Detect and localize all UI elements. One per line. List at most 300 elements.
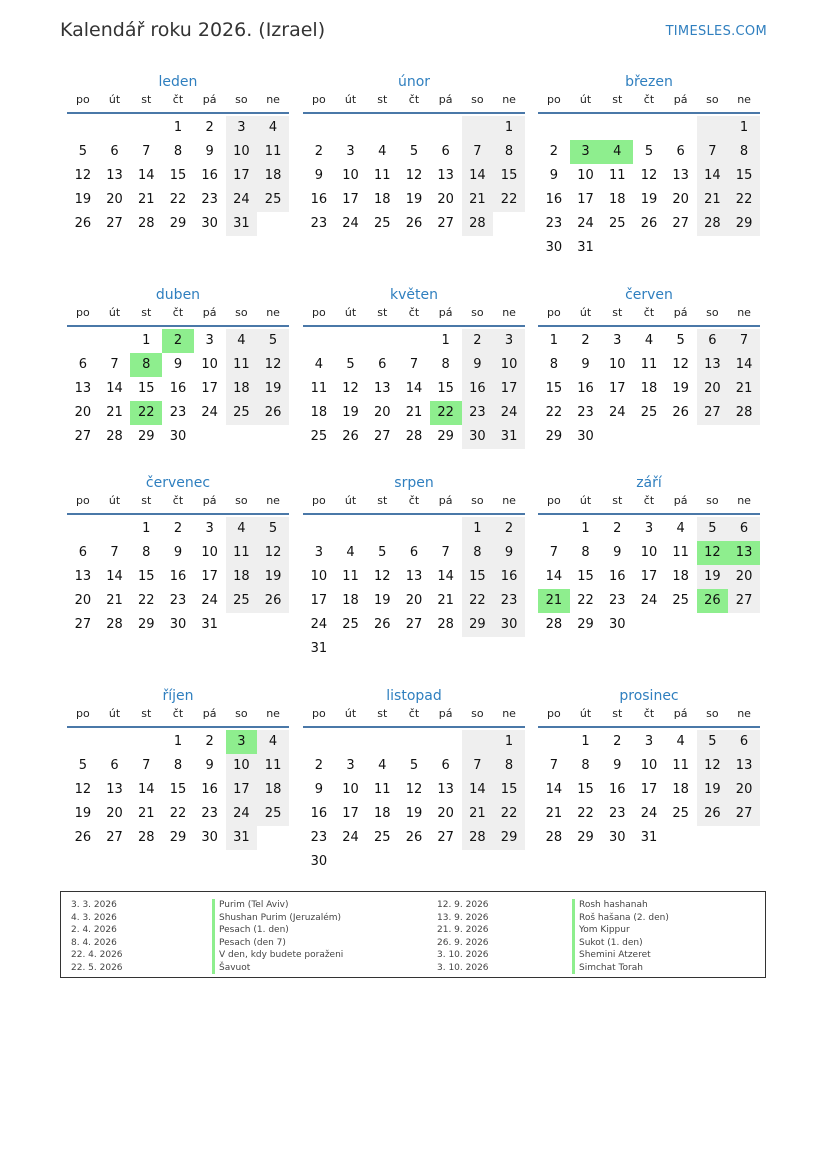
day-cell: 11 [310, 381, 328, 396]
day-cell: 15 [577, 782, 594, 797]
empty-cell [366, 116, 398, 140]
day-grid [538, 329, 760, 449]
day-cell: 29 [137, 429, 155, 444]
day-cell: 1 [581, 734, 590, 749]
month-name: listopad [386, 688, 442, 704]
day-cell: 27 [697, 401, 729, 425]
day-cell: 30 [169, 429, 187, 444]
month-3 [538, 72, 760, 260]
day-cell: 29 [169, 216, 187, 231]
day-cell: 1 [493, 730, 525, 754]
weekday-label: čt [172, 93, 184, 106]
day-cell: 29 [437, 429, 454, 444]
day-cell: 19 [257, 377, 289, 401]
legend-date: 22. 4. 2026 [71, 950, 123, 960]
day-cell: 26 [74, 830, 92, 845]
day-cell: 22 [462, 589, 494, 613]
day-cell: 9 [613, 545, 622, 560]
weekday-label: so [471, 494, 484, 507]
day-cell: 6 [78, 357, 87, 372]
weekday-label: čt [408, 93, 420, 106]
legend-holiday-name: Rosh hashanah [572, 899, 669, 912]
page-title: Kalendář roku 2026. (Izrael) [60, 19, 326, 41]
weekday-label: so [235, 306, 248, 319]
month-name: říjen [162, 688, 194, 704]
weekday-label: ne [737, 306, 751, 319]
weekday-label: po [546, 494, 561, 507]
day-cell: 16 [608, 569, 626, 584]
month-11 [303, 686, 525, 874]
day-cell: 5 [346, 357, 355, 372]
empty-cell [366, 329, 398, 353]
day-cell: 20 [106, 192, 123, 207]
day-cell: 18 [608, 192, 626, 207]
day-cell: 27 [373, 429, 391, 444]
empty-cell [67, 329, 99, 353]
empty-cell [398, 517, 430, 541]
day-cell: 29 [545, 429, 563, 444]
day-cell: 7 [728, 329, 760, 353]
day-cell: 15 [169, 782, 187, 797]
day-cell: 16 [608, 782, 626, 797]
day-cell: 9 [205, 758, 214, 773]
day-cell: 11 [672, 758, 689, 773]
day-cell: 25 [640, 405, 658, 420]
day-cell: 19 [257, 565, 289, 589]
day-cell: 21 [437, 593, 454, 608]
empty-cell [366, 730, 398, 754]
legend-date: 3. 10. 2026 [437, 950, 489, 960]
weekday-label: po [546, 707, 561, 720]
day-cell: 7 [142, 758, 151, 773]
legend-date: 2. 4. 2026 [71, 925, 117, 935]
day-cell: 17 [342, 806, 359, 821]
day-cell: 23 [310, 830, 328, 845]
day-cell: 1 [441, 333, 450, 348]
day-cell: 23 [201, 192, 218, 207]
day-cell: 1 [549, 333, 558, 348]
day-cell: 17 [608, 381, 626, 396]
day-cell: 11 [257, 754, 289, 778]
holiday-day-cell: 22 [430, 401, 462, 425]
day-cell: 9 [613, 758, 622, 773]
day-cell: 7 [462, 754, 494, 778]
day-cell: 28 [728, 401, 760, 425]
day-cell: 29 [728, 212, 760, 236]
day-cell: 26 [672, 405, 689, 420]
day-grid [67, 116, 289, 236]
day-cell: 20 [697, 377, 729, 401]
day-cell: 7 [110, 357, 119, 372]
day-cell: 14 [106, 381, 123, 396]
day-cell: 10 [226, 754, 258, 778]
weekday-label: pá [202, 93, 217, 106]
day-cell: 6 [728, 730, 760, 754]
weekday-label: st [141, 93, 152, 106]
day-cell: 30 [545, 240, 563, 255]
day-cell: 31 [640, 830, 658, 845]
day-cell: 10 [342, 168, 359, 183]
day-cell: 1 [173, 734, 183, 749]
day-cell: 26 [257, 589, 289, 613]
month-name: květen [390, 287, 438, 303]
empty-cell [99, 329, 131, 353]
day-cell: 28 [462, 826, 494, 850]
empty-cell [303, 517, 335, 541]
day-cell: 17 [640, 782, 658, 797]
day-cell: 19 [342, 405, 359, 420]
holiday-day-cell: 26 [697, 589, 729, 613]
day-cell: 28 [106, 429, 123, 444]
weekday-label: út [579, 707, 592, 720]
legend-left-names [212, 899, 343, 974]
day-cell: 29 [577, 617, 594, 632]
day-cell: 16 [577, 381, 594, 396]
day-cell: 3 [314, 545, 323, 560]
day-cell: 31 [226, 212, 258, 236]
day-cell: 21 [462, 802, 494, 826]
weekday-header [303, 305, 525, 327]
day-cell: 24 [201, 405, 218, 420]
day-cell: 2 [462, 329, 494, 353]
day-cell: 21 [697, 188, 729, 212]
weekday-header [67, 92, 289, 114]
legend-holiday-name: Roš hašana (2. den) [572, 912, 669, 925]
day-cell: 7 [549, 758, 558, 773]
day-cell: 10 [201, 357, 218, 372]
day-cell: 28 [545, 617, 563, 632]
day-cell: 6 [441, 758, 450, 773]
weekday-label: ne [266, 306, 280, 319]
day-cell: 7 [110, 545, 119, 560]
day-cell: 2 [549, 144, 558, 159]
day-cell: 14 [462, 778, 494, 802]
weekday-label: út [344, 306, 357, 319]
month-name: červenec [145, 475, 211, 491]
day-grid [538, 517, 760, 637]
empty-cell [398, 329, 430, 353]
day-cell: 24 [640, 806, 658, 821]
day-cell: 5 [257, 517, 289, 541]
day-cell: 27 [74, 429, 92, 444]
day-cell: 8 [142, 545, 151, 560]
weekday-label: út [344, 93, 357, 106]
legend-date: 22. 5. 2026 [71, 962, 123, 973]
day-cell: 30 [169, 617, 187, 632]
day-cell: 10 [493, 353, 525, 377]
day-cell: 14 [697, 164, 729, 188]
day-cell: 6 [378, 357, 387, 372]
holiday-day-cell: 3 [226, 730, 258, 754]
weekday-label: út [579, 93, 592, 106]
day-cell: 20 [74, 593, 92, 608]
weekday-header [67, 493, 289, 515]
weekday-label: so [706, 494, 719, 507]
day-cell: 24 [201, 593, 218, 608]
legend-right-dates [437, 899, 489, 974]
day-cell: 4 [226, 329, 258, 353]
day-cell: 20 [728, 778, 760, 802]
holiday-legend [60, 891, 766, 978]
day-cell: 29 [169, 830, 187, 845]
day-cell: 31 [493, 425, 525, 449]
day-cell: 11 [672, 545, 689, 560]
day-cell: 24 [493, 401, 525, 425]
legend-date: 3. 3. 2026 [71, 900, 117, 910]
weekday-label: so [706, 93, 719, 106]
day-cell: 24 [226, 802, 258, 826]
holiday-day-cell: 8 [130, 353, 162, 377]
month-2 [303, 72, 525, 236]
holiday-day-cell: 22 [130, 401, 162, 425]
day-cell: 14 [462, 164, 494, 188]
day-cell: 16 [545, 192, 563, 207]
day-cell: 5 [378, 545, 387, 560]
day-cell: 29 [493, 826, 525, 850]
legend-date: 8. 4. 2026 [71, 937, 117, 948]
day-cell: 4 [314, 357, 323, 372]
day-cell: 31 [310, 641, 328, 656]
day-cell: 3 [226, 116, 258, 140]
month-12 [538, 686, 760, 850]
day-cell: 26 [697, 802, 729, 826]
weekday-label: so [235, 707, 248, 720]
legend-holiday-name: Sukot (1. den) [572, 937, 669, 950]
day-cell: 13 [672, 168, 689, 183]
month-9 [538, 473, 760, 637]
weekday-header [538, 305, 760, 327]
day-cell: 14 [437, 569, 454, 584]
day-grid [538, 116, 760, 260]
day-cell: 7 [441, 545, 450, 560]
empty-cell [67, 730, 99, 754]
empty-cell [538, 517, 570, 541]
day-cell: 13 [74, 381, 92, 396]
site-link[interactable]: TIMESLES.COM [665, 24, 767, 39]
day-cell: 17 [201, 381, 218, 396]
day-cell: 17 [226, 778, 258, 802]
day-cell: 8 [728, 140, 760, 164]
weekday-label: čt [408, 494, 420, 507]
day-cell: 16 [310, 192, 328, 207]
day-cell: 15 [462, 565, 494, 589]
day-cell: 23 [201, 806, 218, 821]
day-cell: 1 [493, 116, 525, 140]
empty-cell [462, 730, 494, 754]
weekday-label: po [75, 306, 90, 319]
empty-cell [67, 116, 99, 140]
day-cell: 25 [373, 216, 391, 231]
day-cell: 24 [310, 617, 328, 632]
month-name: červen [625, 287, 673, 303]
day-cell: 10 [608, 357, 626, 372]
day-cell: 23 [169, 405, 187, 420]
day-cell: 21 [137, 192, 155, 207]
day-cell: 27 [437, 216, 454, 231]
day-cell: 15 [137, 569, 155, 584]
day-cell: 17 [640, 569, 658, 584]
day-cell: 1 [581, 521, 590, 536]
day-cell: 13 [405, 569, 423, 584]
day-cell: 12 [640, 168, 658, 183]
day-cell: 11 [342, 569, 359, 584]
weekday-label: pá [673, 306, 688, 319]
day-cell: 6 [110, 144, 119, 159]
weekday-header [303, 92, 525, 114]
day-cell: 19 [74, 192, 92, 207]
day-cell: 28 [545, 830, 563, 845]
day-cell: 8 [173, 144, 183, 159]
day-cell: 22 [728, 188, 760, 212]
day-cell: 21 [545, 806, 563, 821]
day-cell: 14 [137, 782, 155, 797]
legend-holiday-name: Pesach (den 7) [212, 937, 343, 950]
weekday-label: st [612, 494, 623, 507]
day-cell: 5 [409, 758, 419, 773]
weekday-label: čt [172, 494, 184, 507]
day-cell: 20 [437, 806, 454, 821]
day-cell: 9 [462, 353, 494, 377]
weekday-label: čt [643, 494, 655, 507]
weekday-label: pá [438, 306, 453, 319]
day-cell: 12 [672, 357, 689, 372]
weekday-label: st [377, 707, 388, 720]
month-name: leden [158, 74, 198, 90]
weekday-label: pá [673, 93, 688, 106]
weekday-label: čt [172, 707, 184, 720]
day-cell: 15 [545, 381, 563, 396]
holiday-day-cell: 12 [697, 541, 729, 565]
day-cell: 8 [462, 541, 494, 565]
weekday-label: st [141, 306, 152, 319]
empty-cell [303, 116, 335, 140]
weekday-header [303, 706, 525, 728]
day-cell: 14 [545, 569, 563, 584]
day-cell: 7 [142, 144, 151, 159]
weekday-label: po [546, 93, 561, 106]
legend-date: 26. 9. 2026 [437, 937, 489, 948]
day-cell: 5 [78, 144, 87, 159]
day-cell: 13 [697, 353, 729, 377]
day-cell: 27 [437, 830, 454, 845]
day-cell: 9 [314, 168, 323, 183]
day-cell: 13 [728, 754, 760, 778]
day-cell: 18 [640, 381, 658, 396]
day-cell: 23 [608, 806, 626, 821]
legend-date: 12. 9. 2026 [437, 900, 489, 910]
weekday-label: so [235, 93, 248, 106]
empty-cell [99, 517, 131, 541]
day-cell: 28 [405, 429, 423, 444]
day-cell: 24 [577, 216, 594, 231]
day-cell: 26 [74, 216, 92, 231]
day-cell: 10 [640, 758, 658, 773]
weekday-label: ne [502, 707, 516, 720]
empty-cell [430, 517, 462, 541]
empty-cell [130, 116, 162, 140]
day-cell: 18 [226, 565, 258, 589]
day-cell: 9 [173, 545, 183, 560]
empty-cell [430, 730, 462, 754]
day-cell: 2 [613, 521, 622, 536]
day-cell: 19 [405, 192, 423, 207]
day-cell: 28 [697, 212, 729, 236]
day-cell: 12 [697, 754, 729, 778]
weekday-label: ne [266, 707, 280, 720]
weekday-label: čt [643, 707, 655, 720]
month-name: prosinec [619, 688, 679, 704]
weekday-label: čt [643, 93, 655, 106]
day-cell: 29 [462, 613, 494, 637]
day-cell: 4 [346, 545, 355, 560]
day-cell: 5 [644, 144, 654, 159]
day-cell: 5 [676, 333, 685, 348]
day-cell: 10 [640, 545, 658, 560]
weekday-label: čt [172, 306, 184, 319]
day-cell: 12 [405, 168, 423, 183]
day-cell: 22 [577, 806, 594, 821]
day-cell: 2 [173, 521, 183, 536]
empty-cell [538, 116, 570, 140]
day-cell: 4 [226, 517, 258, 541]
weekday-label: po [311, 707, 326, 720]
day-cell: 16 [462, 377, 494, 401]
day-cell: 1 [142, 333, 151, 348]
weekday-label: čt [408, 707, 420, 720]
holiday-day-cell: 4 [601, 140, 633, 164]
weekday-label: út [344, 494, 357, 507]
day-cell: 6 [728, 517, 760, 541]
day-cell: 26 [405, 830, 423, 845]
empty-cell [570, 116, 602, 140]
day-cell: 19 [373, 593, 391, 608]
day-cell: 28 [462, 212, 494, 236]
legend-holiday-name: Simchat Torah [572, 962, 669, 975]
day-cell: 15 [493, 164, 525, 188]
day-cell: 11 [373, 168, 391, 183]
weekday-label: st [377, 494, 388, 507]
legend-date: 4. 3. 2026 [71, 912, 117, 923]
weekday-label: st [141, 707, 152, 720]
day-cell: 25 [373, 830, 391, 845]
day-cell: 22 [493, 188, 525, 212]
holiday-day-cell: 21 [538, 589, 570, 613]
weekday-label: so [235, 494, 248, 507]
day-cell: 9 [493, 541, 525, 565]
month-7 [67, 473, 289, 637]
day-cell: 28 [437, 617, 454, 632]
weekday-label: po [546, 306, 561, 319]
day-cell: 23 [310, 216, 328, 231]
day-cell: 8 [581, 758, 590, 773]
weekday-label: st [612, 306, 623, 319]
day-cell: 20 [74, 405, 92, 420]
month-4 [67, 285, 289, 449]
day-cell: 6 [697, 329, 729, 353]
day-cell: 9 [314, 782, 323, 797]
day-cell: 22 [169, 192, 187, 207]
day-cell: 4 [676, 734, 685, 749]
day-cell: 24 [342, 830, 359, 845]
day-cell: 1 [142, 521, 151, 536]
legend-holiday-name: Purim (Tel Aviv) [212, 899, 343, 912]
day-cell: 21 [728, 377, 760, 401]
day-cell: 15 [493, 778, 525, 802]
weekday-label: st [612, 707, 623, 720]
day-cell: 25 [226, 401, 258, 425]
day-cell: 9 [549, 168, 558, 183]
day-cell: 11 [373, 782, 391, 797]
